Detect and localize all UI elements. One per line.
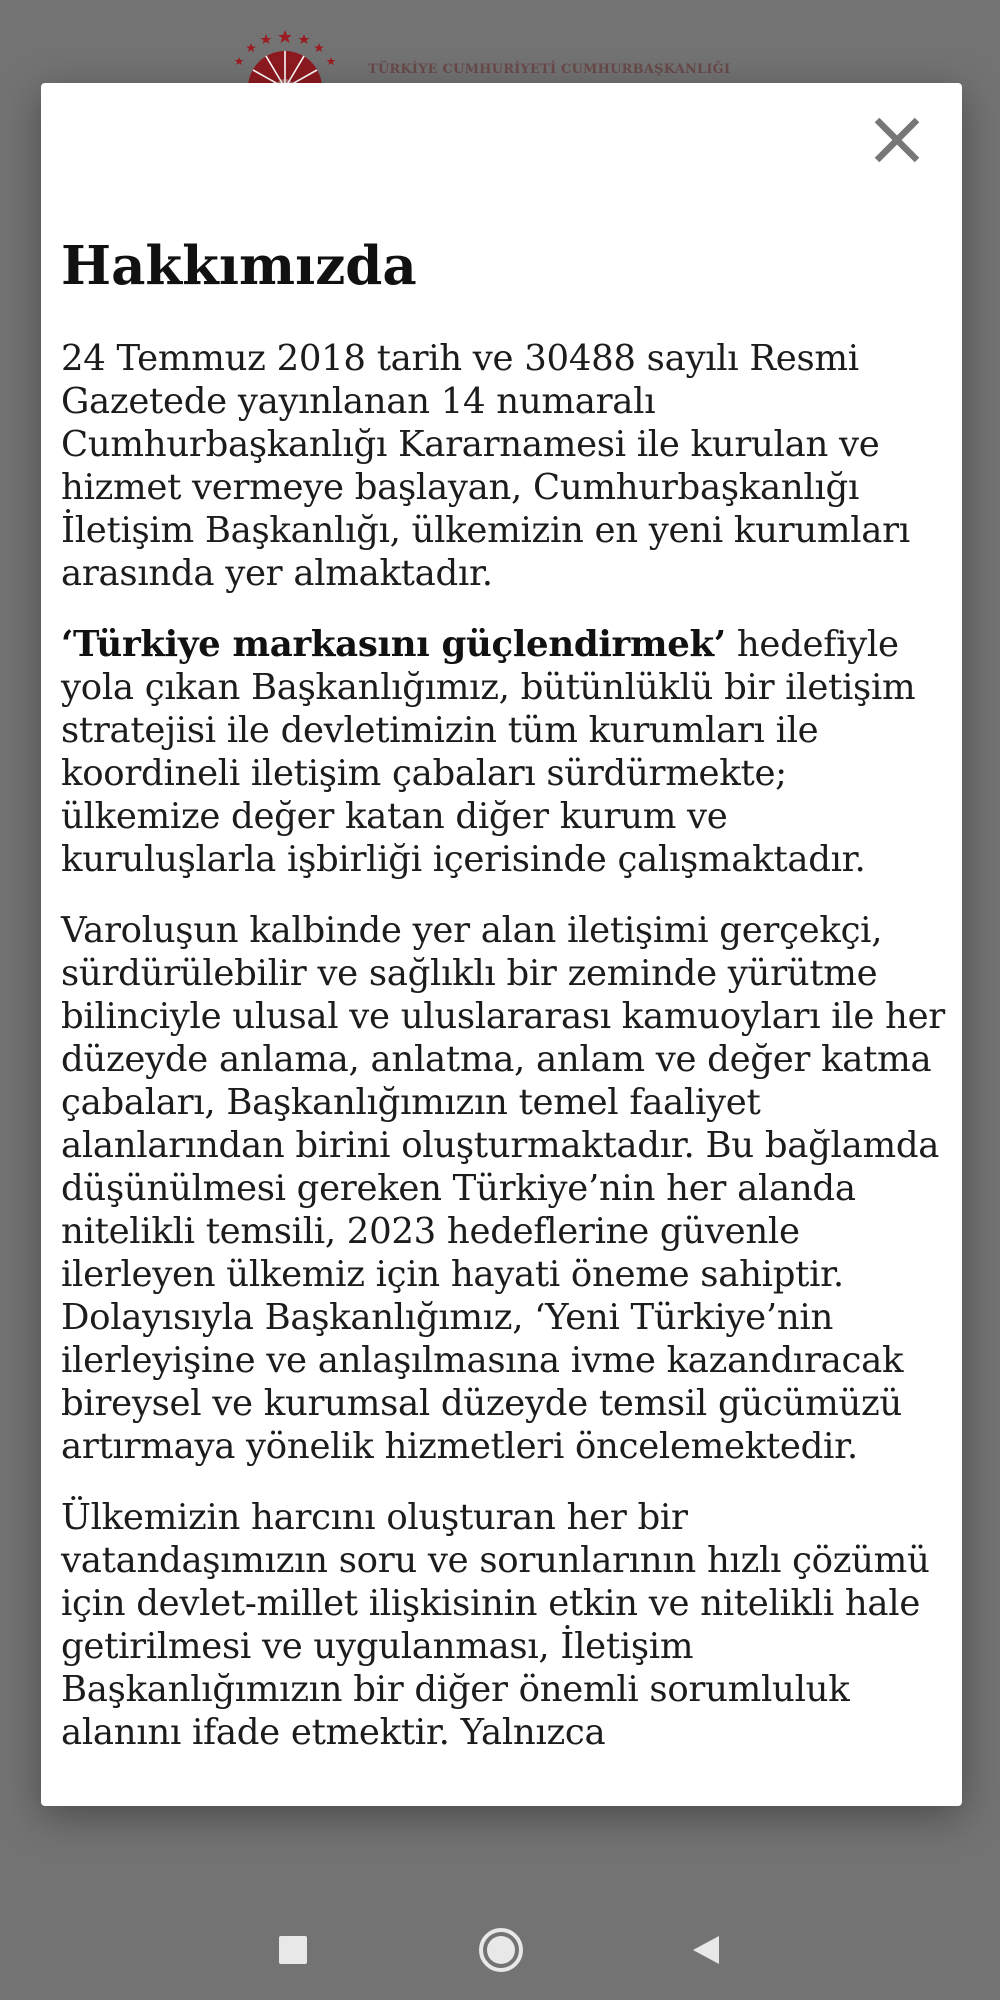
about-modal [41,83,962,1806]
recent-apps-icon [277,1934,309,1966]
paragraph-2-text: hedefiyle yola çıkan Başkanlığımız, bütünlüklü bir iletişim stratejisi ile devletimizin tüm kurumları ile koordineli iletişim çabaları sürdürmekte; ülkemize değer katan diğer kurum ve kuruluşlarla işbirliği içerisinde çalışmaktadır. [61,623,916,880]
home-icon [476,1925,526,1975]
paragraph-2-emphasis: ‘Türkiye markasını güçlendirmek’ [61,623,726,665]
close-button[interactable] [866,109,928,171]
back-button[interactable] [676,1920,736,1980]
home-button[interactable] [471,1920,531,1980]
system-navigation-bar [0,1900,1000,2000]
paragraph-2 [61,623,946,881]
modal-content [61,235,946,1782]
recent-apps-button[interactable] [263,1920,323,1980]
close-icon [866,109,928,171]
back-icon [689,1933,723,1967]
paragraph-1: 24 Temmuz 2018 tarih ve 30488 sayılı Resmi Gazetede yayınlanan 14 numaralı Cumhurbaşkanlığı Kararnamesi ile kurulan ve hizmet vermeye başlayan, Cumhurbaşkanlığı İletişim Başkanlığı, ülkemizin en yeni kurumları arasında yer almaktadır. [61,337,910,594]
presidency-logo-icon [226,28,344,88]
paragraph-3: Varoluşun kalbinde yer alan iletişimi gerçekçi, sürdürülebilir ve sağlıklı bir zeminde yürütme bilinciyle ulusal ve uluslararası kamuoyları ile her düzeyde anlama, anlatma, anlam ve değer katma çabaları, Başkanlığımızın temel faaliyet alanlarından birini oluşturmaktadır. Bu bağlamda düşünülmesi gereken Türkiye’nin her alanda nitelikli temsili, 2023 hedeflerine güvenle ilerleyen ülkemiz için hayati öneme sahiptir. Dolayısıyla Başkanlığımız, ‘Yeni Türkiye’nin ilerleyişine ve anlaşılmasına ivme kazandıracak bireysel ve kurumsal düzeyde temsil gücümüzü artırmaya yönelik hizmetleri öncelemektedir. [61,909,945,1467]
paragraph-4: Ülkemizin harcını oluşturan her bir vatandaşımızın soru ve sorunlarının hızlı çözümü için devlet-millet ilişkisinin etkin ve nitelikli hale getirilmesi ve uygulanması, İletişim Başkanlığımızın bir diğer önemli sorumluluk alanını ifade etmektir. Yalnızca [61,1496,930,1753]
background-header-title: TÜRKİYE CUMHURİYETİ CUMHURBAŞKANLIĞI [368,62,731,77]
modal-title: Hakkımızda [61,235,417,297]
background-header [0,0,1000,90]
